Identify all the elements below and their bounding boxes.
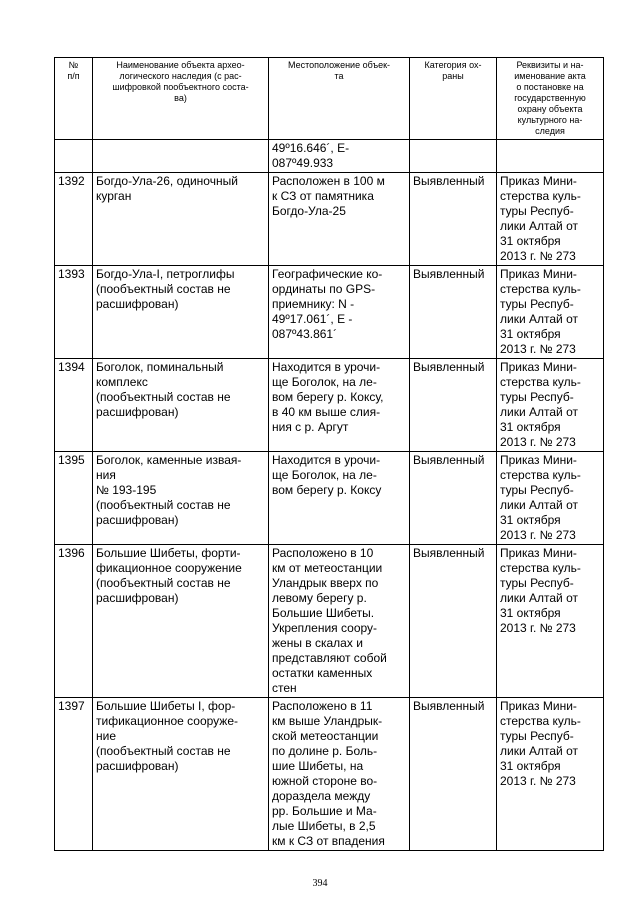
row-name: Большие Шибеты, форти- фикационное сооружение (пообъектный состав не расшифрован) <box>93 545 269 698</box>
row-location: Расположен в 100 м к СЗ от памятника Богдо-Ула-25 <box>269 173 410 266</box>
row-num: 1396 <box>55 545 93 698</box>
row-requisites: Приказ Мини- стерства куль- туры Респуб- лики Алтай от 31 октября 2013 г. № 273 <box>497 266 604 359</box>
header-requisites: Реквизиты и на- именование акта о постановке на государственную охрану объекта культурного на- следия <box>497 58 604 140</box>
heritage-registry-table <box>54 57 604 851</box>
table-row <box>55 140 604 173</box>
row-requisites: Приказ Мини- стерства куль- туры Респуб- лики Алтай от 31 октября 2013 г. № 273 <box>497 452 604 545</box>
table-row <box>55 173 604 266</box>
row-category: Выявленный <box>410 452 497 545</box>
row-requisites: Приказ Мини- стерства куль- туры Респуб- лики Алтай от 31 октября 2013 г. № 273 <box>497 698 604 851</box>
row-num: 1394 <box>55 359 93 452</box>
page-number: 394 <box>312 878 328 889</box>
table-header-row <box>55 58 604 140</box>
table-row <box>55 698 604 851</box>
row-category: Выявленный <box>410 173 497 266</box>
row-requisites: Приказ Мини- стерства куль- туры Респуб- лики Алтай от 31 октября 2013 г. № 273 <box>497 173 604 266</box>
row-name <box>93 140 269 173</box>
row-name: Большие Шибеты I, фор- тификационное сооруже- ние (пообъектный состав не расшифрован) <box>93 698 269 851</box>
row-num: 1392 <box>55 173 93 266</box>
table-row <box>55 359 604 452</box>
row-category: Выявленный <box>410 266 497 359</box>
row-name: Богдо-Ула-26, одиночный курган <box>93 173 269 266</box>
header-location: Местоположение объек- та <box>269 58 410 140</box>
row-category <box>410 140 497 173</box>
row-location: 49º16.646´, Е- 087º49.933 <box>269 140 410 173</box>
row-location: Находится в урочи- ще Боголок, на ле- вом берегу р. Коксу <box>269 452 410 545</box>
table-row <box>55 452 604 545</box>
row-requisites: Приказ Мини- стерства куль- туры Респуб- лики Алтай от 31 октября 2013 г. № 273 <box>497 359 604 452</box>
table-row <box>55 545 604 698</box>
header-category: Категория ох- раны <box>410 58 497 140</box>
table-row <box>55 266 604 359</box>
row-num: 1395 <box>55 452 93 545</box>
row-requisites <box>497 140 604 173</box>
row-location: Находится в урочи- ще Боголок, на ле- вом берегу р. Коксу, в 40 км выше слия- ния с р. Аргут <box>269 359 410 452</box>
row-name: Богдо-Ула-I, петроглифы (пообъектный состав не расшифрован) <box>93 266 269 359</box>
row-num: 1393 <box>55 266 93 359</box>
row-location: Расположено в 10 км от метеостанции Уландрык вверх по левому берегу р. Большие Шибеты. Укрепления соору- жены в скалах и представляют собой остатки каменных стен <box>269 545 410 698</box>
row-category: Выявленный <box>410 359 497 452</box>
row-category: Выявленный <box>410 545 497 698</box>
header-num: № п/п <box>55 58 93 140</box>
row-location: Географические ко- ординаты по GPS- приемнику: N - 49º17.061´, Е - 087º43.861´ <box>269 266 410 359</box>
row-category: Выявленный <box>410 698 497 851</box>
row-requisites: Приказ Мини- стерства куль- туры Респуб- лики Алтай от 31 октября 2013 г. № 273 <box>497 545 604 698</box>
row-num: 1397 <box>55 698 93 851</box>
header-name: Наименование объекта архео- логического наследия (с рас- шифровкой пообъектного соста- ва) <box>93 58 269 140</box>
row-name: Боголок, каменные извая- ния № 193-195 (пообъектный состав не расшифрован) <box>93 452 269 545</box>
row-num <box>55 140 93 173</box>
row-name: Боголок, поминальный комплекс (пообъектный состав не расшифрован) <box>93 359 269 452</box>
row-location: Расположено в 11 км выше Уландрык- ской метеостанции по долине р. Боль- шие Шибеты, на южной стороне во- дораздела между рр. Большие и Ма- лые Шибеты, в 2,5 км к СЗ от впадения <box>269 698 410 851</box>
